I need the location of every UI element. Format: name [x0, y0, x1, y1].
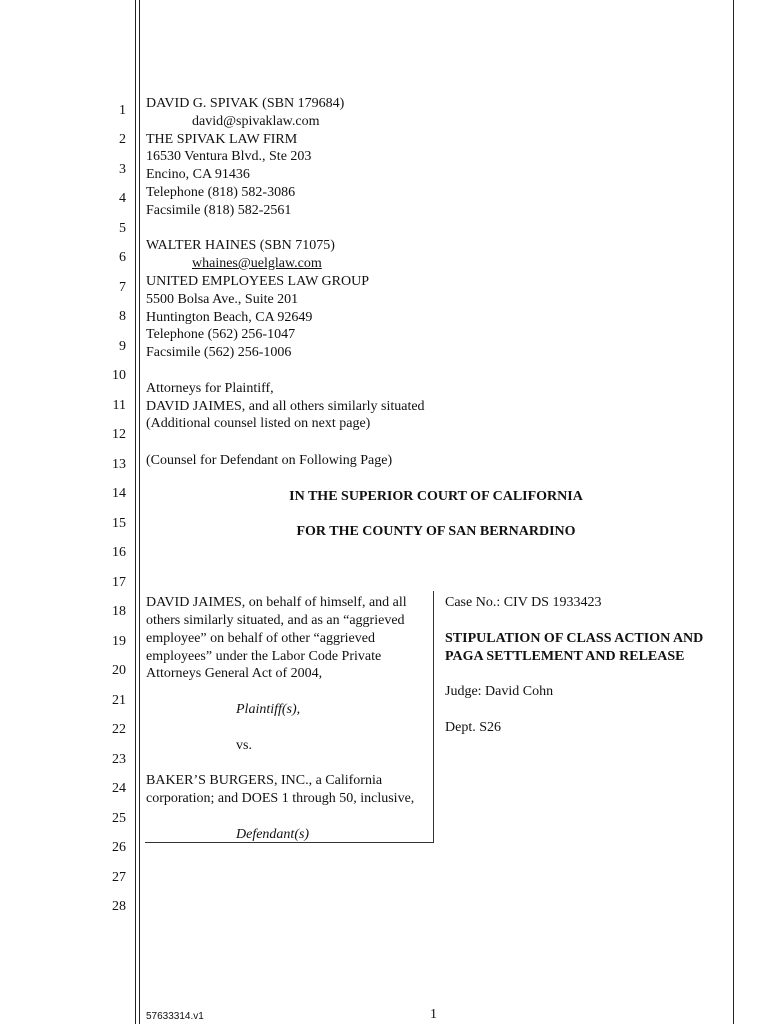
margin-rule-left-inner [139, 0, 140, 1024]
page-number: 1 [430, 1007, 437, 1022]
attorneys-for-label: Attorneys for Plaintiff, [146, 381, 274, 396]
firm-telephone: Telephone (562) 256-1047 [146, 327, 296, 342]
line-number: 26 [112, 840, 126, 855]
line-number: 20 [112, 663, 126, 678]
margin-rule-left-outer [135, 0, 136, 1024]
plaintiff-description: employee” on behalf of other “aggrieved [146, 631, 375, 646]
document-id: 57633314.v1 [146, 1011, 204, 1022]
attorney-email[interactable] [146, 255, 322, 273]
line-number: 10 [112, 368, 126, 383]
document-title: PAGA SETTLEMENT AND RELEASE [445, 649, 685, 664]
counsel-defendant-note: (Counsel for Defendant on Following Page) [146, 453, 393, 468]
attorney-name: WALTER HAINES (SBN 71075) [146, 238, 335, 253]
line-number: 7 [119, 280, 126, 295]
department: Dept. S26 [445, 720, 501, 735]
document-title: STIPULATION OF CLASS ACTION AND [445, 631, 704, 646]
plaintiff-role: Plaintiff(s), [236, 702, 301, 717]
additional-counsel-note: (Additional counsel listed on next page) [146, 416, 371, 431]
plaintiff-description: DAVID JAIMES, on behalf of himself, and all [146, 595, 407, 610]
line-number: 27 [112, 870, 126, 885]
defendant-role: Defendant(s) [236, 827, 310, 842]
firm-facsimile: Facsimile (562) 256-1006 [146, 345, 292, 360]
line-number: 18 [112, 604, 126, 619]
line-number: 16 [112, 545, 126, 560]
line-number: 15 [112, 516, 126, 531]
line-number: 25 [112, 811, 126, 826]
line-number: 4 [119, 191, 126, 206]
attorneys-for-party: DAVID JAIMES, and all others similarly situated [146, 399, 425, 414]
line-number: 11 [112, 398, 126, 413]
caption-divider-horizontal [145, 842, 434, 843]
line-number: 3 [119, 162, 126, 177]
firm-telephone: Telephone (818) 582-3086 [146, 185, 296, 200]
firm-address-city: Encino, CA 91436 [146, 167, 250, 182]
line-number: 19 [112, 634, 126, 649]
case-number: Case No.: CIV DS 1933423 [445, 595, 602, 610]
line-number: 8 [119, 309, 126, 324]
line-number: 17 [112, 575, 126, 590]
versus: vs. [236, 738, 252, 753]
line-number: 5 [119, 221, 126, 236]
court-county-heading: FOR THE COUNTY OF SAN BERNARDINO [296, 524, 576, 539]
attorney-email-link[interactable]: whaines@uelglaw.com [192, 256, 322, 271]
firm-facsimile: Facsimile (818) 582-2561 [146, 203, 292, 218]
court-heading: IN THE SUPERIOR COURT OF CALIFORNIA [289, 489, 583, 504]
defendant-description: corporation; and DOES 1 through 50, inclusive, [146, 791, 415, 806]
line-number: 22 [112, 722, 126, 737]
line-number: 1 [119, 103, 126, 118]
firm-name: THE SPIVAK LAW FIRM [146, 132, 298, 147]
line-number: 23 [112, 752, 126, 767]
caption-divider-vertical [433, 591, 434, 843]
plaintiff-description: Attorneys General Act of 2004, [146, 666, 323, 681]
line-number: 24 [112, 781, 126, 796]
line-number: 28 [112, 899, 126, 914]
plaintiff-description: others similarly situated, and as an “aggrieved [146, 613, 405, 628]
firm-address-street: 16530 Ventura Blvd., Ste 203 [146, 149, 312, 164]
attorney-name: DAVID G. SPIVAK (SBN 179684) [146, 96, 345, 111]
line-number: 2 [119, 132, 126, 147]
line-number: 14 [112, 486, 126, 501]
attorney-email[interactable]: david@spivaklaw.com [192, 114, 320, 129]
defendant-description: BAKER’S BURGERS, INC., a California [146, 773, 383, 788]
margin-rule-right [733, 0, 734, 1024]
judge-name: Judge: David Cohn [445, 684, 554, 699]
firm-address-street: 5500 Bolsa Ave., Suite 201 [146, 292, 299, 307]
line-number: 21 [112, 693, 126, 708]
line-number: 13 [112, 457, 126, 472]
line-number: 9 [119, 339, 126, 354]
firm-address-city: Huntington Beach, CA 92649 [146, 310, 313, 325]
firm-name: UNITED EMPLOYEES LAW GROUP [146, 274, 370, 289]
plaintiff-description: employees” under the Labor Code Private [146, 649, 382, 664]
line-number: 12 [112, 427, 126, 442]
line-number: 6 [119, 250, 126, 265]
